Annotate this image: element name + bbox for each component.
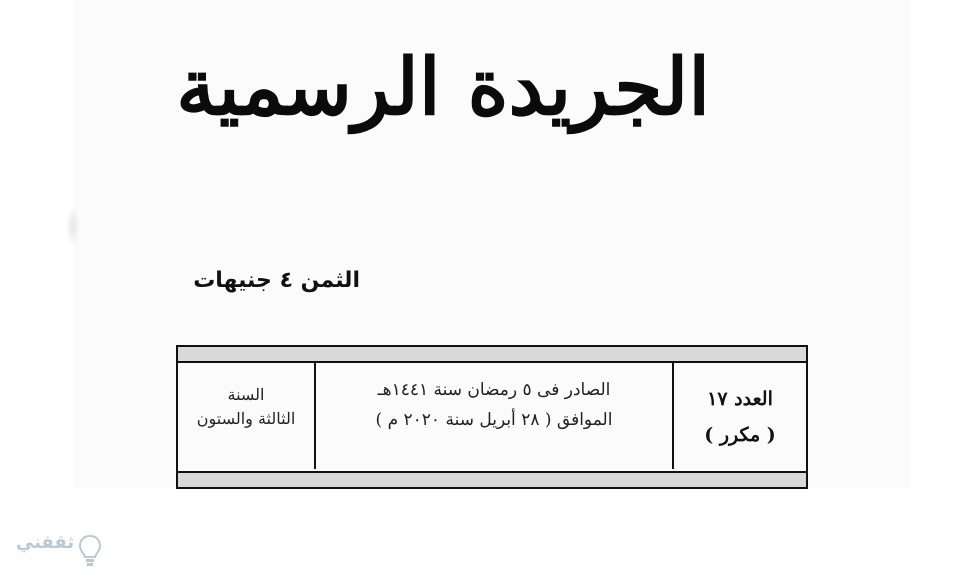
year-value: الثالثة والستون — [196, 409, 296, 428]
year-label: السنة — [227, 385, 265, 404]
price-label: الثمن ٤ جنيهات — [193, 268, 360, 293]
issue-repeat-note: ( مكرر ) — [704, 424, 776, 446]
issue-info-table — [176, 363, 808, 471]
header-band-bottom — [176, 471, 808, 489]
header-band-top — [176, 345, 808, 363]
gazette-masthead: الجريدة الرسمية — [176, 42, 710, 133]
year-cell — [178, 363, 314, 469]
issue-number-cell — [674, 363, 806, 469]
date-cell — [316, 363, 672, 469]
watermark-text: ثقفني — [15, 532, 75, 553]
hijri-date: الصادر فى ٥ رمضان سنة ١٤٤١هـ — [377, 380, 611, 400]
lightbulb-icon — [78, 534, 102, 568]
issue-number: العدد ١٧ — [707, 388, 773, 410]
site-watermark — [12, 524, 102, 576]
gregorian-date: الموافق ( ٢٨ أبريل سنة ٢٠٢٠ م ) — [375, 410, 613, 430]
page-edge-shadow — [66, 205, 80, 247]
